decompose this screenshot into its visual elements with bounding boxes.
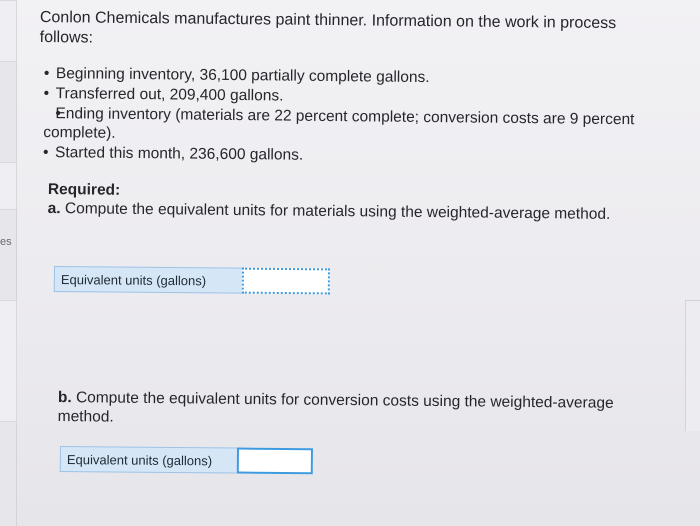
- left-sidebar-strip: [0, 0, 17, 526]
- problem-facts-list: [43, 64, 644, 169]
- required-heading: Required:: [47, 180, 121, 199]
- conversion-equivalent-units-input[interactable]: [237, 448, 313, 475]
- part-a-text: Compute the equivalent units for materials using the weighted-average method.: [64, 200, 611, 223]
- right-edge-panel: [685, 300, 700, 431]
- left-sidebar-box: [0, 0, 17, 62]
- equivalent-units-label: Equivalent units (gallons): [60, 446, 237, 474]
- left-sidebar-box: [0, 162, 17, 210]
- part-a-letter: a.: [47, 199, 61, 218]
- part-b-text: Compute the equivalent units for conversion costs using the weighted-average method.: [57, 389, 614, 426]
- part-b-letter: b.: [57, 388, 72, 407]
- list-item: • Beginning inventory, 36,100 partially complete gallons.: [44, 64, 644, 89]
- part-a-answer-row: [54, 266, 330, 294]
- left-sidebar-text-fragment: es: [0, 236, 12, 248]
- part-b-answer-row: [60, 446, 313, 474]
- left-sidebar-box: [0, 300, 17, 422]
- materials-equivalent-units-input[interactable]: [242, 268, 330, 295]
- list-item: • Transferred out, 209,400 gallons.: [44, 84, 644, 109]
- problem-intro: Conlon Chemicals manufactures paint thinner. Information on the work in process follows:: [39, 8, 617, 47]
- required-section: [48, 180, 628, 224]
- list-item: • Started this month, 236,600 gallons.: [43, 143, 643, 168]
- part-b-question: [58, 388, 648, 432]
- list-item: • Ending inventory (materials are 22 percent complete; conversion costs are 9 percent complete).: [43, 104, 643, 148]
- equivalent-units-label: Equivalent units (gallons): [54, 266, 242, 294]
